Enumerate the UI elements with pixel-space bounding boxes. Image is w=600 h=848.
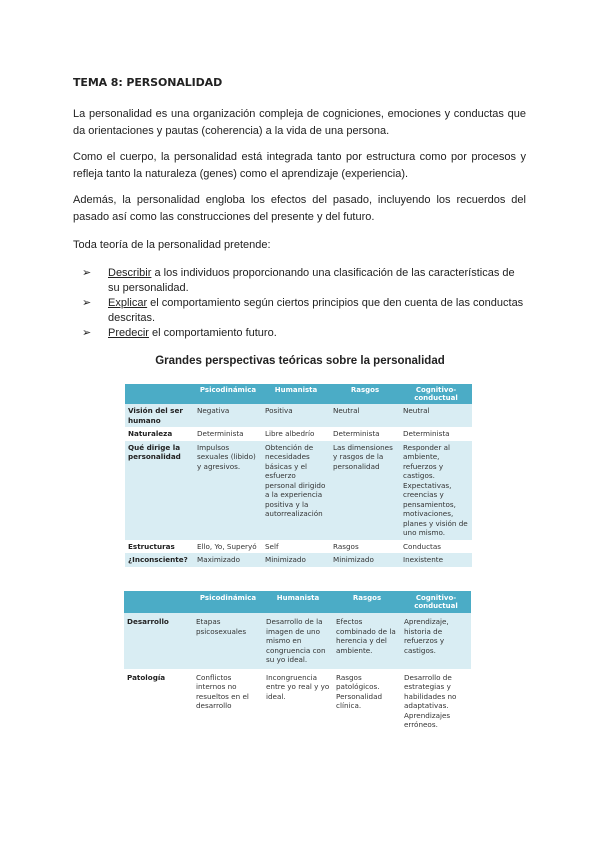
aim-verb: Describir — [108, 267, 152, 279]
table-row — [124, 669, 471, 734]
paragraph-structure: Como el cuerpo, la personalidad está integrada tanto por estructura como por procesos y refleja tanto la naturaleza (genes) como el aprendizaje (experiencia). — [73, 151, 526, 180]
list-item — [73, 326, 528, 341]
table-cell: Rasgos patológicos. Personalidad clínica. — [336, 672, 383, 710]
table-cell: Incongruencia entre yo real y yo ideal. — [266, 672, 330, 701]
table-cell: Aprendizaje, historia de refuerzos y castigos. — [401, 613, 471, 669]
table-row — [125, 553, 472, 567]
perspectives-table-2 — [124, 591, 471, 734]
table-cell: Maximizado — [194, 553, 262, 567]
list-item — [73, 296, 528, 326]
page-title: TEMA 8: PERSONALIDAD — [73, 76, 223, 89]
table-header-row — [124, 591, 471, 613]
table-cell: Determinista — [333, 429, 380, 438]
table-cell: Conductas — [403, 541, 442, 551]
table-cell: Ello, Yo, Superyó — [197, 541, 257, 551]
list-item — [73, 266, 528, 296]
header-cell — [125, 384, 194, 404]
header-cell: Psicodinámica — [194, 384, 262, 404]
table-cell: Positiva — [262, 404, 330, 427]
row-label: Visión del ser humano — [125, 404, 194, 427]
aim-text: el comportamiento según ciertos principios que den cuenta de las conductas descritas. — [108, 297, 524, 324]
table-cell: Rasgos — [333, 541, 359, 551]
table-row — [125, 441, 472, 540]
table-cell: Libre albedrío — [265, 429, 315, 438]
row-label: Desarrollo — [124, 613, 193, 669]
table-cell: Neutral — [400, 404, 472, 427]
row-label: Naturaleza — [128, 429, 173, 438]
paragraph-past: Además, la personalidad engloba los efectos del pasado, incluyendo los recuerdos del pasado así como las construcciones del presente y del futuro. — [73, 194, 526, 223]
table-cell: Desarrollo de la imagen de uno mismo en congruencia con su yo ideal. — [263, 613, 333, 669]
table-row — [125, 427, 472, 441]
header-cell: Rasgos — [333, 591, 401, 613]
arrow-bullet-icon: ➢ — [82, 327, 92, 339]
table-cell: Efectos combinado de la herencia y del ambiente. — [333, 613, 401, 669]
header-cell: Rasgos — [330, 384, 400, 404]
table-cell: Conflictos internos no resueltos en el desarrollo — [196, 672, 249, 710]
table-row — [125, 540, 472, 554]
row-label: Estructuras — [128, 541, 175, 551]
header-cell: Cognitivo-conductual — [400, 384, 472, 404]
table-row — [124, 613, 471, 669]
perspectives-table-1 — [125, 384, 472, 567]
row-label: ¿Inconsciente? — [125, 553, 194, 567]
paragraph-definition: La personalidad es una organización compleja de cogniciones, emociones y conductas que da orientaciones y pautas (coherencia) a la vida de una persona. — [73, 108, 526, 137]
arrow-bullet-icon: ➢ — [82, 267, 92, 279]
table-cell: Responder al ambiente, refuerzos y castigos. Expectativas, creencias y pensamientos, motivaciones, planes y visión de uno mismo. — [400, 441, 472, 540]
header-cell: Psicodinámica — [193, 591, 263, 613]
table-cell: Desarrollo de estrategias y habilidades no adaptativas. Aprendizajes erróneos. — [404, 672, 457, 729]
table-cell: Minimizado — [262, 553, 330, 567]
aims-list — [73, 266, 528, 341]
row-label: Qué dirige la personalidad — [125, 441, 194, 540]
header-cell: Cognitivo-conductual — [401, 591, 471, 613]
table-row — [125, 404, 472, 427]
arrow-bullet-icon: ➢ — [82, 297, 92, 309]
table-cell: Self — [265, 541, 279, 551]
table-cell: Negativa — [194, 404, 262, 427]
aim-verb: Predecir — [108, 327, 149, 339]
table-cell: Impulsos sexuales (libido) y agresivos. — [194, 441, 262, 540]
table-cell: Etapas psicosexuales — [193, 613, 263, 669]
header-cell: Humanista — [262, 384, 330, 404]
aim-text: el comportamiento futuro. — [148, 327, 277, 339]
aim-text: a los individuos proporcionando una clasificación de las características de su personalidad. — [108, 267, 515, 294]
table-cell: Determinista — [197, 429, 244, 438]
aim-verb: Explicar — [108, 297, 148, 309]
header-cell: Humanista — [263, 591, 333, 613]
table-cell: Obtención de necesidades básicas y el esfuerzo personal dirigido a la experiencia positiva y la autorrealización — [262, 441, 330, 540]
table-cell: Neutral — [330, 404, 400, 427]
table-cell: Las dimensiones y rasgos de la personalidad — [330, 441, 400, 540]
table-cell: Determinista — [403, 429, 450, 438]
table-cell: Inexistente — [400, 553, 472, 567]
table-header-row — [125, 384, 472, 404]
header-cell — [124, 591, 193, 613]
table-cell: Minimizado — [330, 553, 400, 567]
row-label: Patología — [127, 672, 166, 682]
table-title: Grandes perspectivas teóricas sobre la personalidad — [155, 355, 445, 367]
aims-intro: Toda teoría de la personalidad pretende: — [73, 239, 271, 251]
